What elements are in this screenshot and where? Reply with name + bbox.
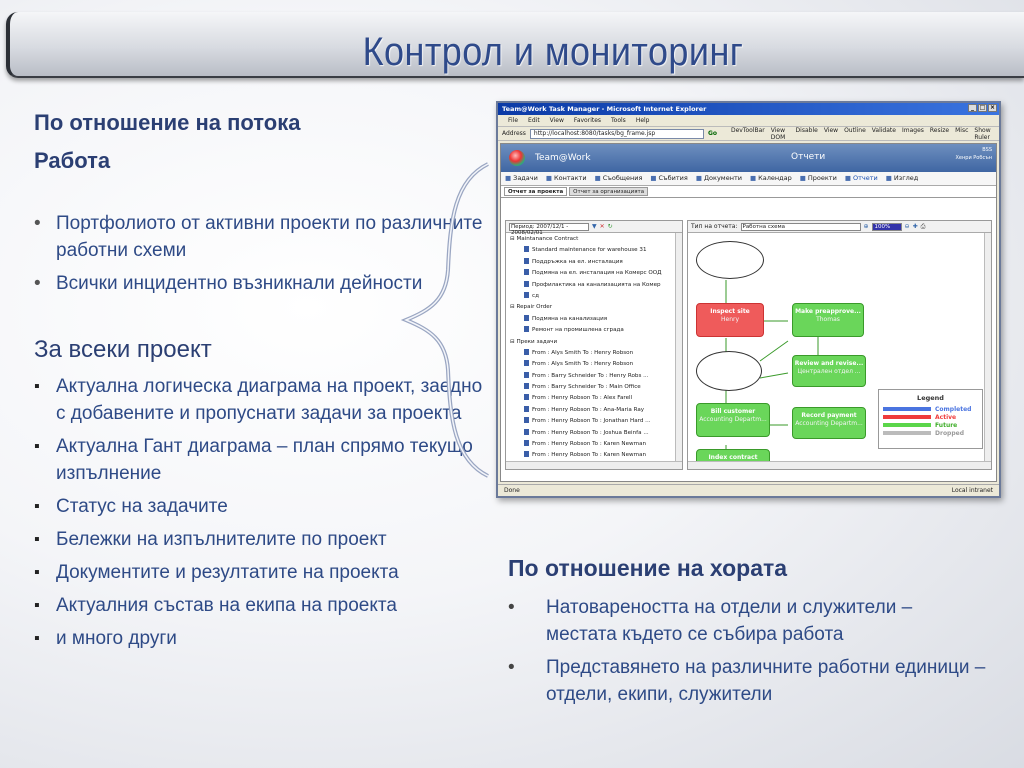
web-app [500, 143, 997, 482]
app-section-title: Отчети [791, 152, 826, 162]
tree-item[interactable]: Ремонт на промишлена сграда [508, 325, 680, 336]
user-org: BSS [982, 147, 992, 153]
node-assignee: Accounting Departm... [699, 416, 767, 423]
address-input[interactable]: http://localhost:8080/tasks/bg_frame.jsp [530, 129, 704, 139]
legend-swatch [883, 423, 931, 427]
zoom-out-icon[interactable]: ⊖ [904, 223, 910, 230]
window-titlebar [498, 103, 999, 115]
project-item: ▪ Документите и резултатите на проекта [34, 559, 484, 586]
tree-vertical-scrollbar[interactable] [675, 233, 682, 461]
node-assignee: Централен отдел ... [797, 368, 861, 375]
nav-tasks[interactable]: ■ Задачи [505, 174, 538, 183]
app-brand: Team@Work [535, 153, 591, 163]
tool-view[interactable]: View [823, 126, 839, 134]
maximize-icon[interactable]: □ [979, 104, 986, 111]
slide-title-bar [6, 12, 1024, 78]
tool-devtoolbar[interactable]: DevToolBar [730, 126, 765, 134]
node-inspect-site[interactable] [696, 303, 764, 337]
tool-outline[interactable]: Outline [844, 126, 866, 134]
project-tree [506, 233, 682, 474]
project-heading: За всеки проект [34, 336, 212, 363]
project-item: ▪ Актуална Гант диаграма – план спрямо текущо изпълнение [34, 433, 484, 487]
people-item: • Представянето на различните работни единици – отдели, екипи, служители [508, 654, 988, 708]
project-item: ▪ Актуалния състав на екипа на проекта [34, 592, 484, 619]
zone-text: Local intranet [951, 487, 993, 494]
legend-swatch [883, 431, 931, 435]
people-item: • Натовареността на отдели и служители – местата където се събира работа [508, 594, 988, 648]
tree-item[interactable]: From : Alys Smith To : Henry Robson [508, 359, 680, 370]
tree-item[interactable]: From : Henry Robson To : Alex Farell [508, 393, 680, 404]
refresh-icon[interactable]: ↻ [607, 223, 613, 230]
node-title: Make preapprove... [795, 308, 861, 315]
legend-swatch [883, 415, 931, 419]
tree-item[interactable]: Подмяна на ел. инсталация на Комерс ООД [508, 268, 680, 279]
menu-edit[interactable]: Edit [528, 117, 540, 124]
address-label: Address [502, 130, 526, 137]
right-column [508, 552, 988, 714]
node-preapprove[interactable] [792, 303, 864, 337]
workflow-horizontal-scrollbar[interactable] [688, 461, 991, 469]
zoom-in-icon[interactable]: ⊕ [863, 223, 869, 230]
project-item: ▪ и много други [34, 625, 484, 652]
bracket-decoration [400, 160, 495, 480]
clear-filter-icon[interactable]: ✕ [599, 223, 605, 230]
node-assignee: Accounting Departm... [795, 420, 863, 427]
node-title: Record payment [801, 412, 857, 419]
connector [760, 341, 788, 361]
project-item: ▪ Бележки на изпълнителите по проект [34, 526, 484, 553]
zoom-select[interactable]: 100% [872, 223, 902, 231]
tab-org-report[interactable]: Отчет за организацията [569, 187, 648, 196]
decision-node[interactable] [696, 351, 762, 391]
flow-item: • Всички инцидентно възникнали дейности [34, 270, 484, 297]
tree-group[interactable]: ⊟ Repair Order [510, 304, 553, 311]
connector [760, 373, 788, 378]
minimize-icon[interactable]: _ [968, 104, 977, 112]
window-title: Team@Work Task Manager - Microsoft Internet Explorer [502, 105, 707, 113]
node-bill-customer[interactable] [696, 403, 770, 437]
tree-item[interactable]: From : Barry Schneider To : Main Office [508, 382, 680, 393]
tree-item[interactable]: From : Henry Robson To : Joshua Beinfa ... [508, 428, 680, 439]
menu-tools[interactable]: Tools [611, 117, 626, 124]
tool-misc[interactable]: Misc [955, 126, 969, 134]
menu-file[interactable]: File [508, 117, 519, 124]
nav-projects[interactable]: ■ Проекти [800, 174, 837, 183]
report-tabs [501, 186, 996, 198]
tool-view-dom[interactable]: View DOM [770, 126, 786, 141]
legend-label: Completed [935, 405, 972, 413]
app-banner [501, 144, 996, 172]
report-type-label: Тип на отчета: [691, 223, 738, 230]
legend-row [879, 405, 982, 413]
legend-title: Legend [917, 394, 944, 402]
app-logo-icon [509, 150, 525, 166]
close-icon[interactable]: × [989, 104, 996, 111]
project-item: ▪ Актуална логическа диаграма на проект, заедно с добавените и пропуснати задачи за проекта [34, 373, 484, 427]
nav-view[interactable]: ■ Изглед [886, 174, 919, 183]
node-title: Review and revise... [794, 360, 864, 367]
people-heading: По отношение на хората [508, 555, 788, 581]
tool-disable[interactable]: Disable [795, 126, 818, 134]
workflow-pane [687, 220, 992, 470]
user-info [956, 146, 993, 162]
project-tree-pane [505, 220, 683, 470]
node-title: Bill customer [710, 408, 756, 415]
nav-calendar[interactable]: ■ Календар [750, 174, 792, 183]
node-assignee: Thomas [816, 316, 840, 323]
tool-show-ruler[interactable]: Show Ruler [974, 126, 991, 141]
period-bar [506, 221, 682, 236]
flow-heading-line2: Работа [34, 148, 111, 173]
nav-documents[interactable]: ■ Документи [696, 174, 742, 183]
tree-item[interactable]: From : Henry Robson To : Karen Newman [508, 439, 680, 450]
app-nav [501, 172, 996, 186]
tool-resize[interactable]: Resize [929, 126, 950, 134]
fit-icon[interactable]: ✚ [912, 223, 918, 230]
nav-reports[interactable]: ■ Отчети [845, 174, 878, 183]
legend-label: Active [935, 413, 957, 421]
node-assignee: Henry [720, 316, 740, 323]
node-title: Inspect site [710, 308, 750, 315]
node-title: Index contract [708, 454, 758, 461]
nav-contacts[interactable]: ■ Контакти [546, 174, 587, 183]
filter-icon[interactable]: ▼ [592, 223, 597, 230]
tree-item[interactable]: From : Henry Robson To : Ana-Maria Ray [508, 405, 680, 416]
user-name: Хенри Робсън [955, 155, 992, 161]
tree-item[interactable]: Поддръжка на ел. инсталация [508, 257, 680, 268]
tree-item[interactable]: сд [508, 291, 680, 302]
period-select[interactable]: Период: 2007/12/1 - 2008/02/01 [509, 223, 589, 231]
workflow-vertical-scrollbar[interactable] [984, 233, 991, 461]
legend-row [879, 429, 982, 437]
node-review[interactable] [792, 355, 866, 387]
tool-validate[interactable]: Validate [871, 126, 896, 134]
project-item: ▪ Статус на задачите [34, 493, 484, 520]
tree-horizontal-scrollbar[interactable] [506, 461, 682, 469]
browser-window-screenshot [496, 101, 1001, 498]
nav-messages[interactable]: ■ Съобщения [595, 174, 643, 183]
tree-group[interactable]: ⊟ Maintanance Contract [510, 236, 579, 242]
tree-item[interactable]: From : Henry Robson To : Jonathan Hard ... [508, 416, 680, 427]
tab-project-report[interactable]: Отчет за проекта [504, 187, 567, 196]
slide-title: Контрол и мониторинг [362, 30, 744, 74]
tree-group[interactable]: ⊟ Преки задачи [510, 338, 558, 345]
report-type-bar [688, 221, 991, 233]
status-text: Done [504, 487, 520, 494]
tree-item[interactable]: From : Barry Schneider To : Henry Robs ... [508, 371, 680, 382]
tool-images[interactable]: Images [901, 126, 924, 134]
tree-item[interactable]: Standard maintenance for warehouse 31 [508, 245, 680, 256]
go-button[interactable]: Go [707, 130, 717, 137]
legend-row [879, 421, 982, 429]
menu-bar [498, 115, 999, 127]
node-record-payment[interactable] [792, 407, 866, 439]
legend-label: Dropped [935, 429, 965, 437]
address-bar [498, 127, 999, 141]
flow-item: • Портфолиото от активни проекти по различните работни схеми [34, 210, 484, 264]
tree-item[interactable]: Профилактика на канализацията на Комер [508, 280, 680, 291]
nav-events[interactable]: ■ Събития [650, 174, 687, 183]
devtoolbar [731, 127, 995, 141]
menu-help[interactable]: Help [635, 117, 650, 124]
status-bar [498, 484, 999, 496]
legend-swatch [883, 407, 931, 411]
tree-item[interactable]: Подмяна на канализация [508, 314, 680, 325]
flow-heading-line1: По отношение на потока [34, 110, 301, 135]
print-icon[interactable]: ⎙ [920, 222, 926, 230]
menu-view[interactable]: View [549, 117, 564, 124]
report-type-select[interactable]: Работна схема [741, 223, 861, 231]
legend-label: Future [935, 421, 958, 429]
legend-row [879, 413, 982, 421]
tree-item[interactable]: From : Alys Smith To : Henry Robson [508, 348, 680, 359]
legend [878, 389, 983, 449]
start-node[interactable] [696, 241, 764, 279]
tree-item[interactable]: From : Henry Robson To : Karen Newman [508, 450, 680, 461]
menu-favorites[interactable]: Favorites [573, 117, 602, 124]
people-list [508, 594, 988, 708]
